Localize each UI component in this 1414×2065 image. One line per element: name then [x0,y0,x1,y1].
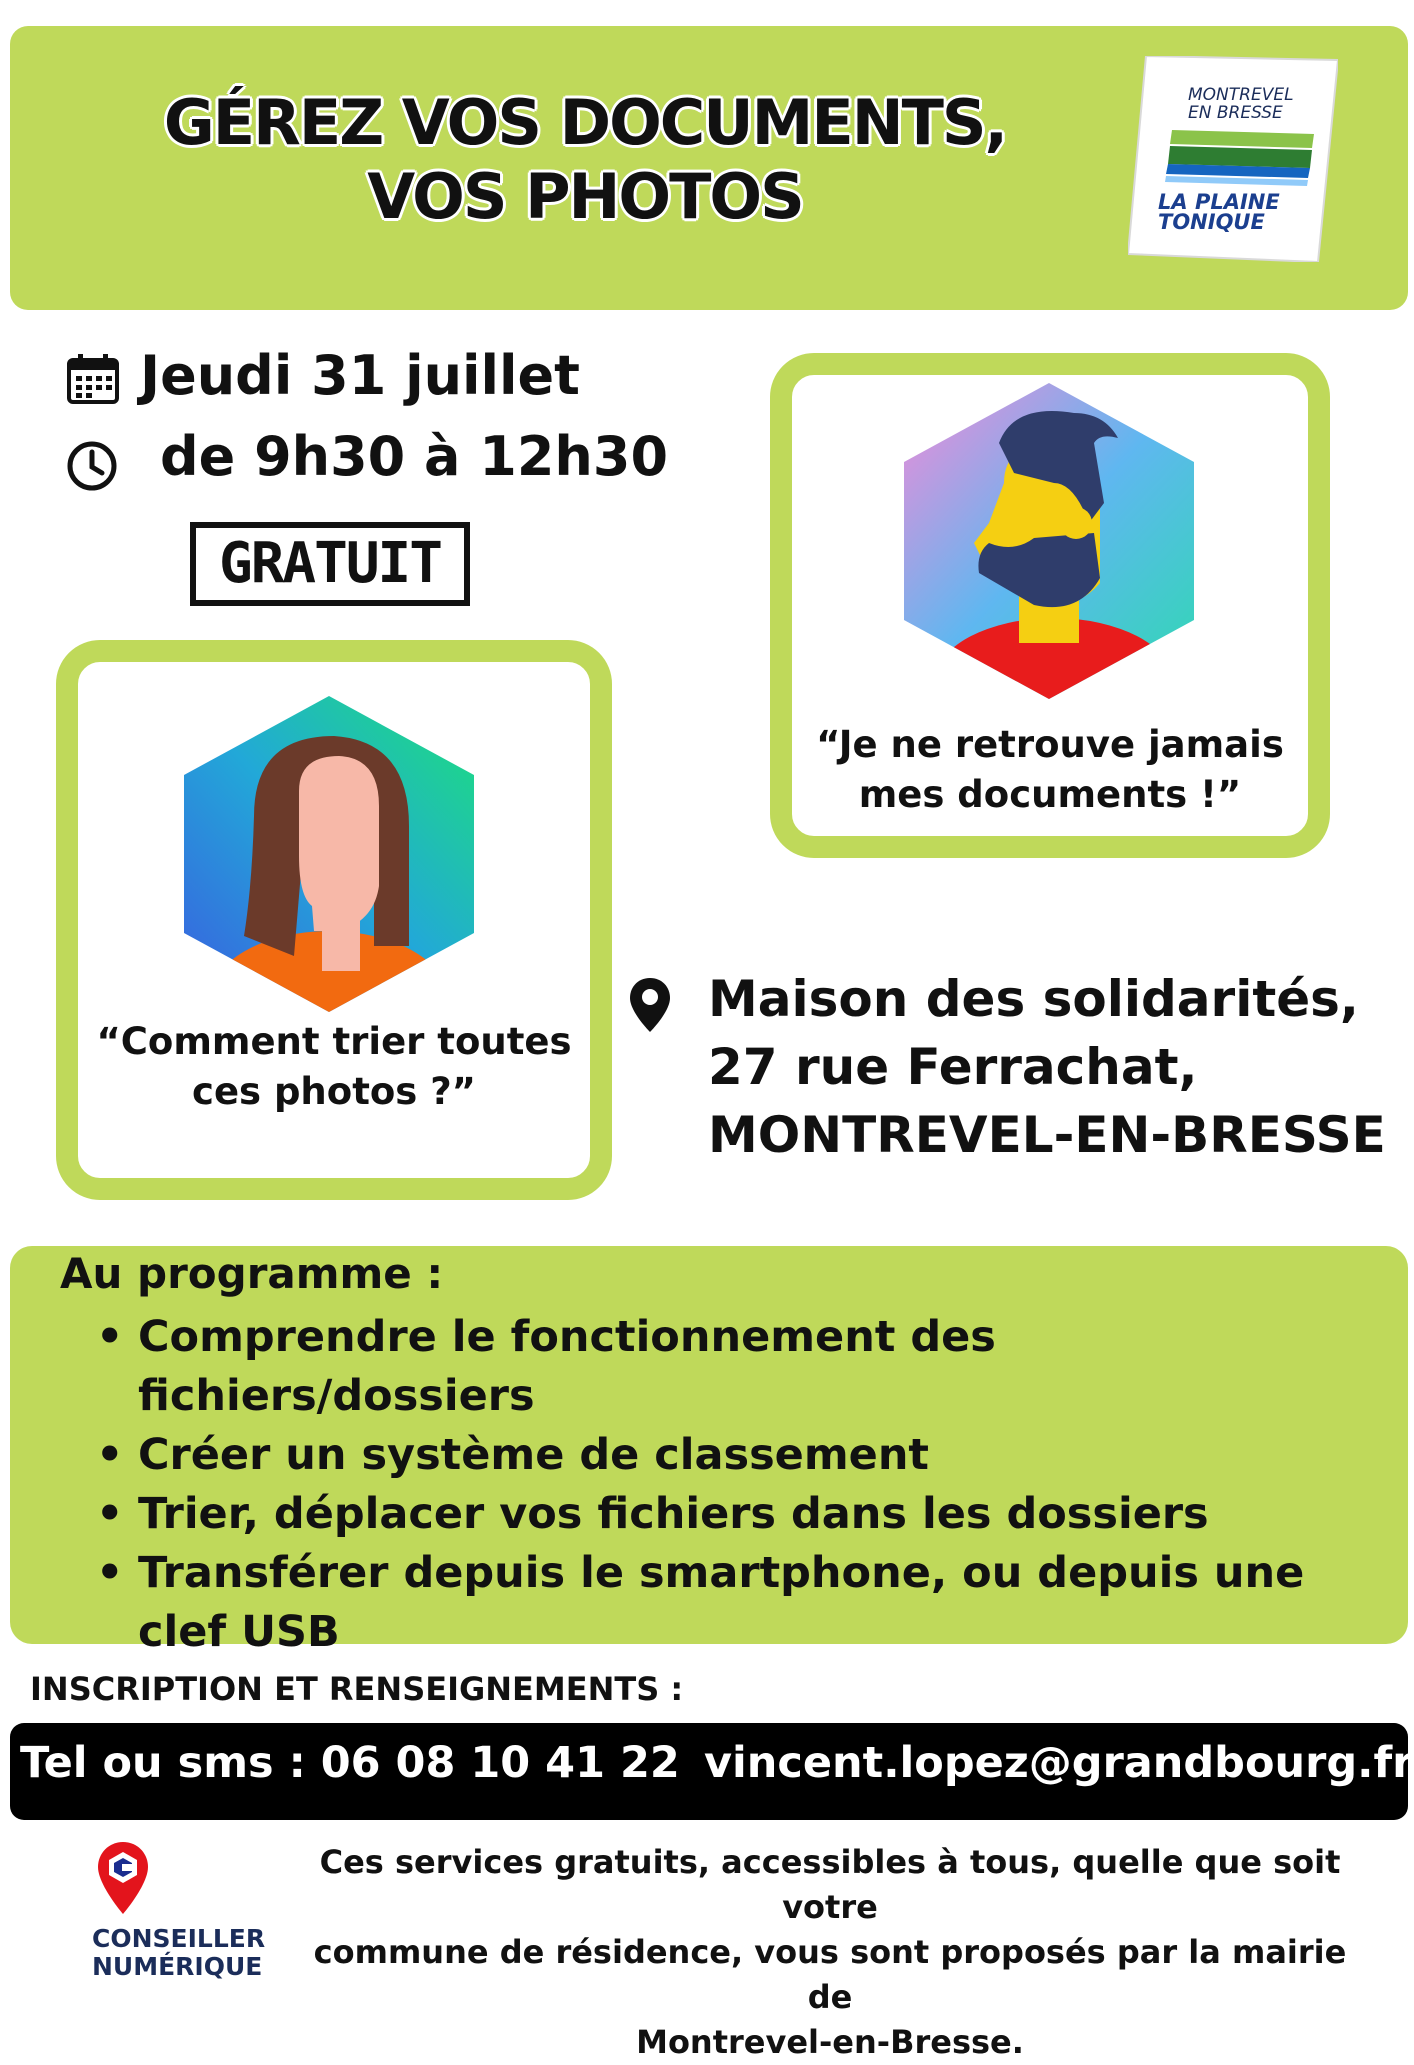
logo-line-4: TONIQUE [1158,210,1265,234]
list-item: • Transférer depuis le smartphone, ou depuis une clef USB [90,1544,1380,1662]
man-avatar-icon [904,383,1194,699]
quote-card-man [770,353,1330,858]
location-pin-icon [628,976,672,1034]
quote-man [800,720,1300,820]
quote-woman [86,1017,582,1117]
footer-note-line-1: Ces services gratuits, accessibles à tous, quelle que soit votre [319,1843,1341,1926]
badge-line-2: NUMÉRIQUE [92,1952,263,1981]
logo-text-bottom [1158,192,1298,232]
list-item: • Comprendre le fonctionnement des fichiers/dossiers [90,1308,1380,1426]
footer-note-line-3: Montrevel-en-Bresse. [636,2023,1024,2061]
title-line-1: GÉREZ VOS DOCUMENTS, [163,86,1007,159]
logo-line-2: EN BRESSE [1188,103,1283,123]
event-date: Jeudi 31 juillet [140,344,580,407]
contact-heading: INSCRIPTION ET RENSEIGNEMENTS : [30,1670,684,1708]
page-title [120,86,1050,234]
quote-woman-line-2: ces photos ?” [192,1070,476,1113]
clock-icon [66,440,118,492]
badge-line-1: CONSEILLER [92,1924,266,1953]
phone-number[interactable]: Tel ou sms : 06 08 10 41 22 [20,1738,680,1788]
list-item: • Créer un système de classement [90,1426,1380,1485]
address-line-3: MONTREVEL-EN-BRESSE [708,1106,1386,1164]
quote-man-line-2: mes documents !” [858,773,1242,816]
quote-card-woman [56,640,612,1200]
event-time: de 9h30 à 12h30 [160,425,669,488]
address-line-2: 27 rue Ferrachat, [708,1038,1198,1096]
title-line-2: VOS PHOTOS [367,160,803,233]
footer-note [300,1840,1360,2065]
event-address [708,965,1386,1169]
conseiller-numerique-logo-icon [96,1840,150,1916]
logo-line-3: LA PLAINE [1158,190,1280,214]
list-item: • Trier, déplacer vos fichiers dans les dossiers [90,1485,1380,1544]
email-link[interactable]: vincent.lopez@grandbourg.fr [704,1738,1414,1788]
price-badge: GRATUIT [190,522,470,606]
quote-man-line-1: “Je ne retrouve jamais [816,723,1284,766]
calendar-icon [66,352,120,404]
quote-woman-line-1: “Comment trier toutes [96,1020,572,1063]
logo-line-1: MONTREVEL [1188,85,1294,105]
program-title: Au programme : [60,1249,444,1298]
address-line-1: Maison des solidarités, [708,970,1359,1028]
woman-avatar-icon [184,696,474,1012]
program-list [90,1308,1380,1662]
logo-text-top [1188,86,1318,122]
footer-note-line-2: commune de résidence, vous sont proposés par la mairie de [313,1933,1347,2016]
conseiller-numerique-label [92,1925,265,1981]
